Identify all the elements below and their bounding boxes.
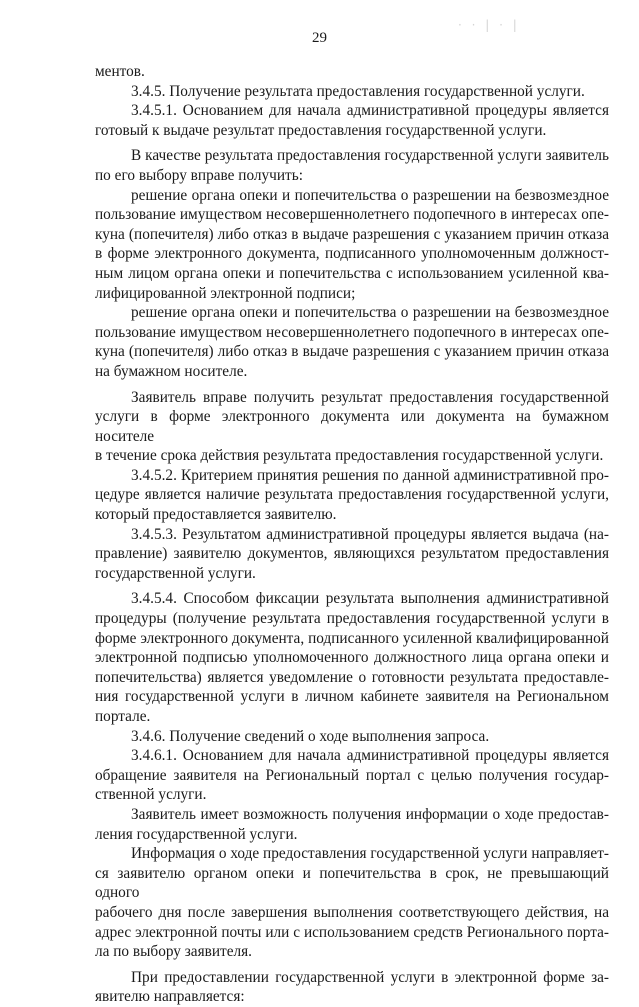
text-line: на бумажном носителе.	[95, 362, 248, 380]
text-line: попечительства) является уведомление о готовности результата предоставле-	[95, 668, 609, 686]
text-line: Информация о ходе предоставления государственной услуги направляет-	[131, 845, 609, 863]
section-heading: 3.4.5. Получение результата предоставления государственной услуги.	[131, 82, 585, 100]
text-line: услуги в форме электронного документа или документа на бумажном носителе	[95, 408, 609, 445]
text-line: явителю направляется:	[95, 988, 245, 1006]
text-line: правление) заявителю документов, являющихся результатом предоставления	[95, 545, 609, 563]
text-line: ным лицом органа опеки и попечительства с использованием усиленной ква-	[95, 264, 609, 282]
text-line: ся заявителю органом опеки и попечительства в срок, не превышающий одного	[95, 864, 609, 902]
text-line: готовый к выдаче результат предоставления государственной услуги.	[95, 121, 547, 139]
text-line: решение органа опеки и попечительства о разрешении на безвозмездное	[131, 186, 609, 204]
text-line: адрес электронной почты или с использованием средств Регионального порта-	[95, 923, 609, 941]
text-line: в течение срока действия результата предоставления государственной услуги.	[95, 447, 604, 465]
text-line: куна (попечителя) либо отказ в выдаче разрешения с указанием причин отказа	[95, 343, 609, 361]
text-line: Заявитель вправе получить результат предоставления государственной	[131, 388, 609, 406]
text-line: по его выбору вправе получить:	[95, 166, 303, 184]
text-line: 3.4.5.3. Результатом административной процедуры является выдача (на-	[131, 525, 609, 543]
text-line: ственной услуги.	[95, 786, 207, 804]
text-line: который предоставляется заявителю.	[95, 506, 337, 524]
page-number: 29	[312, 30, 327, 46]
text-line: цедуре является наличие результата предоставления государственной услуги,	[95, 486, 609, 504]
text-line: При предоставлении государственной услуги в электронной форме за-	[131, 968, 609, 986]
text-line: портале.	[95, 708, 151, 725]
text-line: электронной подписью уполномоченного должностного лица органа опеки и	[95, 649, 609, 667]
text-line: 3.4.5.1. Основанием для начала административной процедуры является	[131, 102, 609, 120]
text-line: 3.4.6.1. Основанием для начала административной процедуры является	[131, 747, 609, 765]
text-line: пользование имуществом несовершеннолетнего подопечного в интересах опе-	[95, 206, 609, 224]
document-body	[95, 62, 609, 1007]
text-line: в форме электронного документа, подписанного уполномоченным должност-	[95, 245, 609, 263]
text-line: государственной услуги.	[95, 564, 256, 582]
text-line: В качестве результата предоставления государственной услуги заявитель	[131, 147, 609, 165]
text-line: куна (попечителя) либо отказ в выдаче разрешения с указанием причин отказа	[95, 225, 609, 243]
text-line: 3.4.5.4. Способом фиксации результата выполнения административной	[131, 590, 609, 608]
text-line: рабочего дня после завершения выполнения соответствующего действия, на	[95, 903, 609, 921]
text-line: процедуры (получение результата предоставления государственной услуги в	[95, 610, 609, 628]
section-heading: 3.4.6. Получение сведений о ходе выполнения запроса.	[131, 727, 490, 745]
text-line: форме электронного документа, подписанного усиленной квалифицированной	[95, 629, 609, 647]
text-line: решение органа опеки и попечительства о разрешении на безвозмездное	[131, 304, 609, 322]
text-line: ления государственной услуги.	[95, 825, 298, 843]
text-line: пользование имуществом несовершеннолетнего подопечного в интересах опе-	[95, 323, 609, 341]
text-line: ментов.	[95, 63, 145, 80]
scan-mark: · · | · |	[458, 18, 520, 32]
text-line: ла по выбору заявителя.	[95, 943, 253, 961]
text-line: Заявитель имеет возможность получения информации о ходе предостав-	[131, 805, 609, 823]
text-line: 3.4.5.2. Критерием принятия решения по данной административной про-	[131, 466, 609, 484]
text-line: ния государственной услуги в личном кабинете заявителя на Региональном	[95, 688, 609, 706]
text-line: обращение заявителя на Региональный портал с целью получения государ-	[95, 766, 609, 784]
text-line: лифицированной электронной подписи;	[95, 284, 356, 302]
